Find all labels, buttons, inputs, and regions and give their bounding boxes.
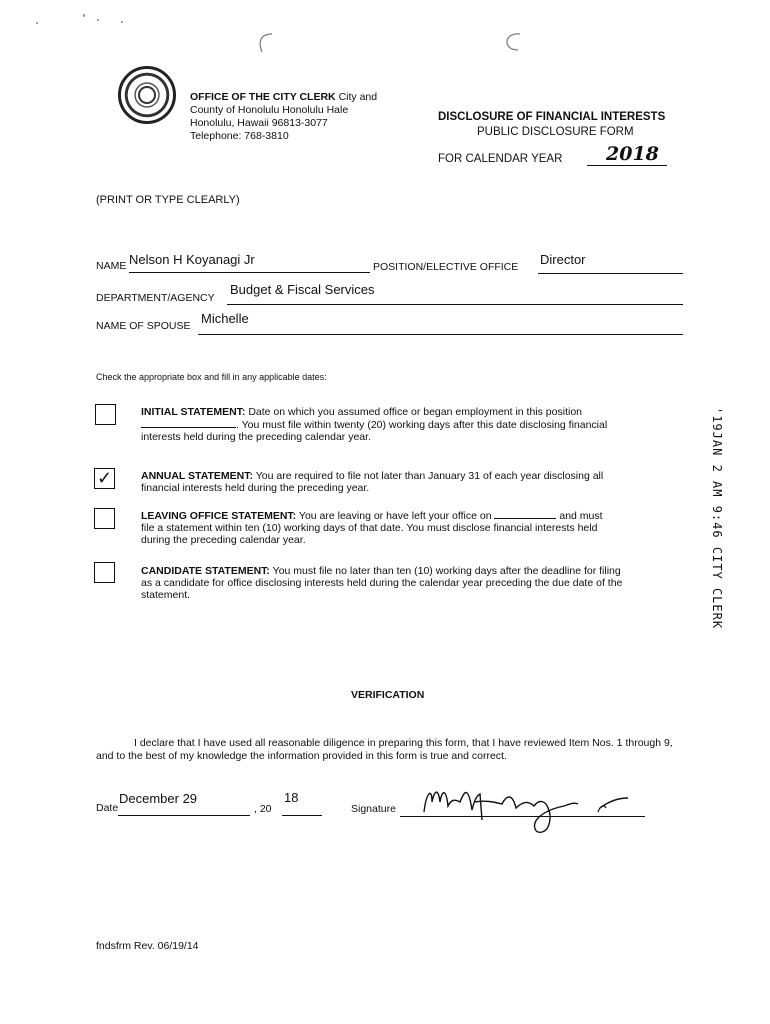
name-line [129,272,370,273]
leaving-date-field[interactable] [494,509,556,519]
position-field[interactable]: Director [540,252,586,267]
spouse-line [198,334,683,335]
office-address-line: Honolulu, Hawaii 96813-3077 [190,117,328,129]
leaving-office-statement-checkbox[interactable] [94,508,115,529]
date-line [118,815,250,816]
received-stamp: '19JAN 2 AM 9:46 CITY CLERK [710,407,724,630]
calendar-year-label: FOR CALENDAR YEAR [438,153,563,165]
year-field[interactable]: 18 [284,790,299,805]
leaving-office-statement: LEAVING OFFICE STATEMENT: You are leaving or have left your office on and must file a statement within ten (10) working days of that date. You must disclose financial interests held during the preceding calendar year. [141,510,603,546]
department-line [227,304,683,305]
verification-text: I declare that I have used all reasonable diligence in preparing this form, that I have reviewed Item Nos. 1 through 9, and to the best of my knowledge the information provided in this form is true and correct. [96,737,673,762]
candidate-statement-heading: CANDIDATE STATEMENT: [141,565,270,577]
scan-speck [97,19,99,21]
city-seal-logo [118,66,176,124]
date-label: Date [96,802,119,814]
department-field[interactable]: Budget & Fiscal Services [230,282,375,297]
calendar-year-line [587,165,667,166]
spouse-field[interactable]: Michelle [201,311,249,326]
initial-statement-heading: INITIAL STATEMENT: [141,406,246,418]
initial-date-field[interactable] [141,418,236,428]
year-prefix: , 20 [254,803,272,815]
department-label: DEPARTMENT/AGENCY [96,292,215,304]
calendar-year-value[interactable]: 2018 [606,143,659,165]
initial-statement: INITIAL STATEMENT: Date on which you assumed office or began employment in this position . You must file within twenty (20) working days after this date disclosing financial interests held during the preceding calendar year. [141,406,608,443]
instruction-text: Check the appropriate box and fill in any applicable dates: [96,372,327,382]
check-mark: ✓ [97,468,113,488]
verification-heading: VERIFICATION [351,689,425,701]
signature-label: Signature [351,803,396,815]
position-label: POSITION/ELECTIVE OFFICE [373,261,519,273]
spouse-label: NAME OF SPOUSE [96,320,191,332]
candidate-statement-checkbox[interactable] [94,562,115,583]
position-line [538,273,683,274]
scan-speck [121,21,123,23]
annual-statement-checkbox[interactable] [94,468,115,489]
form-title: DISCLOSURE OF FINANCIAL INTERESTS [438,111,666,123]
scan-speck [36,22,38,24]
office-name: OFFICE OF THE CITY CLERK [190,91,336,103]
form-revision: fndsfrm Rev. 06/19/14 [96,940,199,952]
scan-mark [498,28,538,56]
print-note: (PRINT OR TYPE CLEARLY) [96,194,240,206]
name-label: NAME [96,260,127,272]
initial-statement-checkbox[interactable] [95,404,116,425]
name-field[interactable]: Nelson H Koyanagi Jr [129,252,255,267]
office-address-line: County of Honolulu Honolulu Hale [190,104,349,116]
scan-mark [250,28,280,56]
office-telephone: Telephone: 768-3810 [190,130,289,142]
candidate-statement: CANDIDATE STATEMENT: You must file no later than ten (10) working days after the deadline for filing as a candidate for office disclosing interests held during the calendar year preceding the due date of the statement. [141,565,623,601]
scan-speck [83,14,85,17]
signature-handwritten[interactable] [402,772,642,844]
year-line [282,815,322,816]
annual-statement: ANNUAL STATEMENT: You are required to file not later than January 31 of each year disclosing all financial interests held during the preceding year. [141,470,604,494]
date-field[interactable]: December 29 [119,791,198,806]
annual-statement-heading: ANNUAL STATEMENT: [141,470,253,482]
form-subtitle: PUBLIC DISCLOSURE FORM [477,126,634,138]
leaving-office-statement-heading: LEAVING OFFICE STATEMENT: [141,510,297,522]
office-address: OFFICE OF THE CITY CLERK City and County of Honolulu Honolulu Hale Honolulu, Hawaii 96813-3077 Telephone: 768-3810 [190,91,378,142]
